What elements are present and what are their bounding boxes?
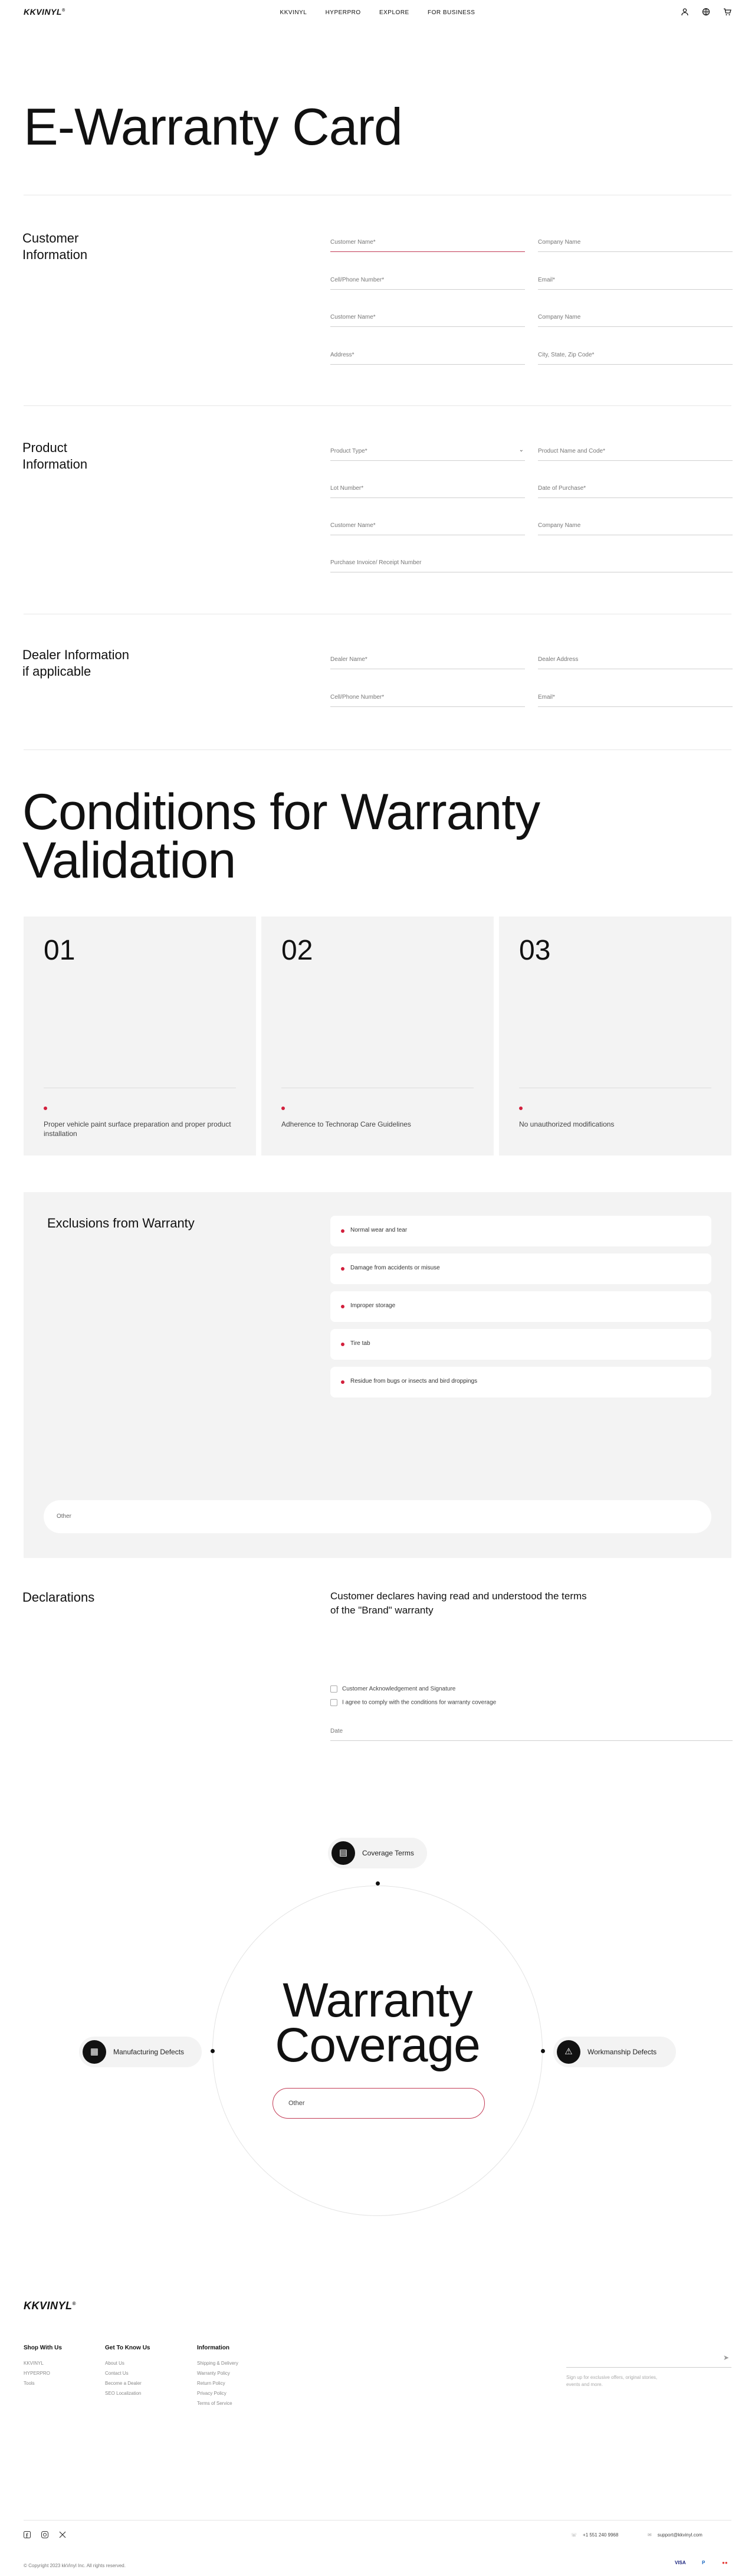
- newsletter-text: Sign up for exclusive offers, original stories, events and more.: [566, 2375, 658, 2387]
- email-contact[interactable]: ✉ support@kkvinyl.com: [648, 2532, 703, 2538]
- footer-link[interactable]: Terms of Service: [197, 2401, 232, 2406]
- nav-item-explore[interactable]: EXPLORE: [379, 9, 409, 16]
- date-of-purchase-field[interactable]: Date of Purchase*: [538, 483, 733, 498]
- document-icon: ▤: [331, 1841, 355, 1865]
- date-field[interactable]: Date: [330, 1726, 733, 1741]
- product-type-select[interactable]: Product Type* ⌄: [330, 446, 525, 461]
- condition-number: 02: [281, 935, 313, 966]
- customer-name-field-2[interactable]: Customer Name*: [330, 312, 525, 327]
- footer-col-shop: Shop With Us KKVINYL HYPERPRO Tools: [24, 2345, 62, 2388]
- product-company-name-field[interactable]: Company Name: [538, 520, 733, 535]
- bullet-icon: [541, 2049, 545, 2053]
- bullet-icon: [341, 1343, 344, 1346]
- dealer-section-title: Dealer Information if applicable: [22, 647, 129, 679]
- exclusions-title: Exclusions from Warranty: [47, 1216, 195, 1230]
- footer-link[interactable]: About Us: [105, 2361, 124, 2366]
- site-header: [0, 0, 755, 26]
- divider: [24, 749, 731, 750]
- exclusions-other-input[interactable]: Other: [44, 1500, 711, 1533]
- bullet-icon: [44, 1107, 47, 1110]
- condition-text: Proper vehicle paint surface preparation and proper product installation: [44, 1120, 231, 1138]
- checkbox-icon[interactable]: [330, 1685, 337, 1693]
- footer-link[interactable]: KKVINYL: [24, 2361, 44, 2366]
- footer-col-information: Information Shipping & Delivery Warranty Policy Return Policy Privacy Policy Terms of Service: [197, 2345, 238, 2408]
- mail-icon: ✉: [648, 2532, 652, 2538]
- warning-icon: ⚠: [557, 2040, 580, 2064]
- manufacturing-defects-chip[interactable]: ▦ Manufacturing Defects: [79, 2037, 202, 2067]
- coverage-title: Warranty Coverage: [275, 1973, 480, 2072]
- dealer-address-field[interactable]: Dealer Address: [538, 654, 733, 669]
- condition-card-1: [24, 917, 256, 1156]
- product-name-code-field[interactable]: Product Name and Code*: [538, 446, 733, 461]
- city-state-zip-field[interactable]: City, State, Zip Code*: [538, 349, 733, 365]
- bullet-icon: [519, 1107, 523, 1110]
- x-icon[interactable]: [59, 2531, 66, 2540]
- lot-number-field[interactable]: Lot Number*: [330, 483, 525, 498]
- exclusion-option[interactable]: Damage from accidents or misuse: [330, 1253, 711, 1284]
- mastercard-icon: ●●: [722, 2560, 728, 2565]
- footer-link[interactable]: HYPERPRO: [24, 2371, 50, 2376]
- visa-icon: VISA: [675, 2560, 686, 2565]
- conditions-title: Conditions for Warranty Validation: [22, 784, 540, 889]
- bullet-icon: [211, 2049, 215, 2053]
- nav-item-hyperpro[interactable]: HYPERPRO: [325, 9, 361, 16]
- customer-name-field[interactable]: Customer Name*: [330, 237, 525, 252]
- declarations-text: Customer declares having read and understood the terms of the "Brand" warranty: [330, 1590, 587, 1616]
- checkbox-icon[interactable]: [330, 1699, 337, 1706]
- acknowledgement-checkbox[interactable]: Customer Acknowledgement and Signature: [330, 1685, 455, 1693]
- nav-item-for-business[interactable]: FOR BUSINESS: [428, 9, 475, 16]
- address-field[interactable]: Address*: [330, 349, 525, 365]
- comply-checkbox[interactable]: I agree to comply with the conditions for warranty coverage: [330, 1699, 496, 1706]
- dealer-email-field[interactable]: Email*: [538, 692, 733, 707]
- footer-link[interactable]: Tools: [24, 2381, 35, 2386]
- instagram-icon[interactable]: [41, 2531, 48, 2540]
- coverage-terms-chip[interactable]: ▤ Coverage Terms: [328, 1838, 427, 1868]
- product-customer-name-field[interactable]: Customer Name*: [330, 520, 525, 535]
- condition-card-2: [261, 917, 494, 1156]
- newsletter-input[interactable]: [566, 2350, 731, 2368]
- exclusion-option[interactable]: Normal wear and tear: [330, 1216, 711, 1246]
- product-section-title: Product Information: [22, 440, 88, 472]
- dealer-phone-field[interactable]: Cell/Phone Number*: [330, 692, 525, 707]
- footer-link[interactable]: Become a Dealer: [105, 2381, 142, 2386]
- facebook-icon[interactable]: [24, 2531, 31, 2540]
- divider: [24, 405, 731, 406]
- phone-field[interactable]: Cell/Phone Number*: [330, 274, 525, 290]
- exclusion-option[interactable]: Improper storage: [330, 1291, 711, 1322]
- footer-logo[interactable]: KKVINYL®: [24, 2300, 76, 2312]
- bullet-icon: [341, 1380, 344, 1384]
- nav-item-kkvinyl[interactable]: KKVINYL: [280, 9, 307, 16]
- divider: [24, 2520, 731, 2521]
- exclusions-panel: [24, 1192, 731, 1558]
- footer-link[interactable]: Return Policy: [197, 2381, 225, 2386]
- footer-link[interactable]: SEO Localization: [105, 2391, 142, 2396]
- declarations-title: Declarations: [22, 1590, 95, 1605]
- exclusion-option[interactable]: Residue from bugs or insects and bird droppings: [330, 1367, 711, 1397]
- condition-text: Adherence to Technorap Care Guidelines: [281, 1120, 411, 1128]
- footer-link[interactable]: Shipping & Delivery: [197, 2361, 238, 2366]
- send-icon[interactable]: ➤: [723, 2354, 729, 2362]
- phone-contact[interactable]: ☏ +1 551 240 9968: [571, 2532, 619, 2538]
- exclusion-option[interactable]: Tire tab: [330, 1329, 711, 1360]
- company-name-field-2[interactable]: Company Name: [538, 312, 733, 327]
- paypal-icon: P: [702, 2560, 705, 2565]
- user-icon[interactable]: [681, 8, 689, 16]
- invoice-number-field[interactable]: Purchase Invoice/ Receipt Number: [330, 557, 733, 572]
- footer-link[interactable]: Privacy Policy: [197, 2391, 226, 2396]
- condition-number: 01: [44, 935, 76, 966]
- dealer-name-field[interactable]: Dealer Name*: [330, 654, 525, 669]
- bullet-icon: [341, 1229, 344, 1233]
- condition-card-3: [499, 917, 731, 1156]
- footer-link[interactable]: Warranty Policy: [197, 2371, 230, 2376]
- condition-text: No unauthorized modifications: [519, 1120, 615, 1128]
- footer-col-about: Get To Know Us About Us Contact Us Become a Dealer SEO Localization: [105, 2345, 150, 2398]
- phone-icon: ☏: [571, 2532, 577, 2538]
- bullet-icon: [376, 1881, 380, 1886]
- bullet-icon: [341, 1305, 344, 1308]
- chevron-down-icon: ⌄: [518, 447, 524, 453]
- page-title: E-Warranty Card: [24, 97, 402, 156]
- logo[interactable]: KKVINYL®: [24, 7, 65, 17]
- factory-icon: ▦: [83, 2040, 106, 2064]
- footer-link[interactable]: Contact Us: [105, 2371, 129, 2376]
- workmanship-defects-chip[interactable]: ⚠ Workmanship Defects: [553, 2037, 676, 2067]
- email-field[interactable]: Email*: [538, 274, 733, 290]
- main-nav: [0, 9, 755, 16]
- globe-icon[interactable]: [702, 8, 710, 16]
- cart-icon[interactable]: [723, 8, 731, 16]
- condition-number: 03: [519, 935, 551, 966]
- copyright: © Copyright 2023 kkVinyl Inc. All rights reserved.: [24, 2563, 126, 2568]
- customer-section-title: Customer Information: [22, 231, 88, 262]
- bullet-icon: [281, 1107, 285, 1110]
- coverage-other-input[interactable]: Other: [273, 2088, 485, 2119]
- company-name-field[interactable]: Company Name: [538, 237, 733, 252]
- bullet-icon: [341, 1267, 344, 1271]
